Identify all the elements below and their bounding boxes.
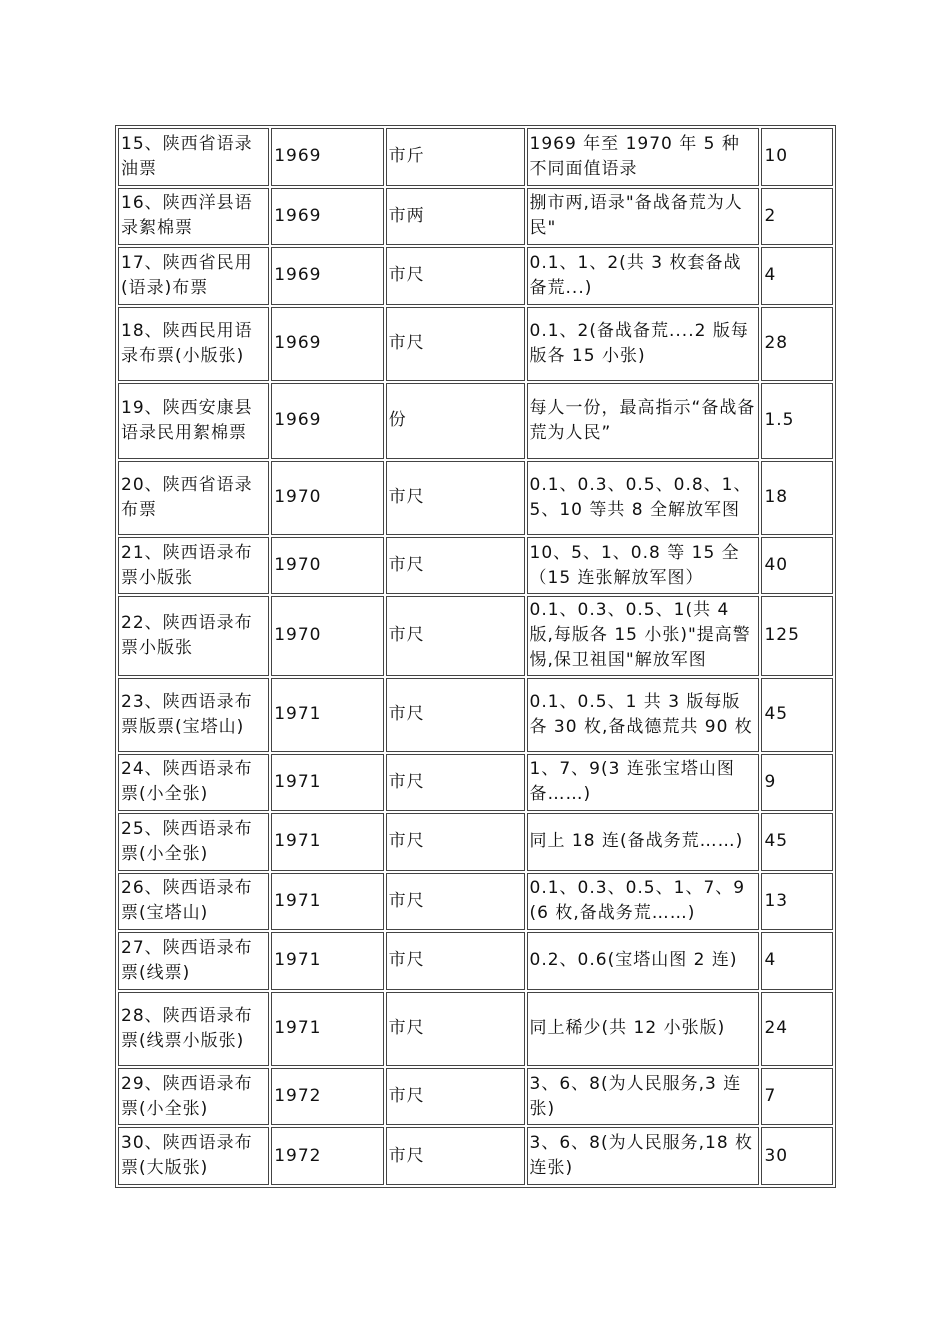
unit-cell: 份 xyxy=(386,383,525,459)
description-cell: 0.1、1、2(共 3 枚套备战备荒...) xyxy=(527,247,760,305)
year-cell: 1970 xyxy=(271,537,383,595)
table-row xyxy=(118,188,833,246)
table-row xyxy=(118,932,833,990)
item-name-cell: 28、陕西语录布票(线票小版张) xyxy=(118,992,269,1066)
price-cell: 30 xyxy=(761,1127,833,1185)
year-cell: 1969 xyxy=(271,128,383,186)
table-row xyxy=(118,678,833,752)
year-cell: 1971 xyxy=(271,813,383,871)
item-name-cell: 23、陕西语录布票版票(宝塔山) xyxy=(118,678,269,752)
table-row xyxy=(118,992,833,1066)
description-cell: 0.1、0.5、1 共 3 版每版各 30 枚,备战德荒共 90 枚 xyxy=(527,678,760,752)
description-cell: 0.1、0.3、0.5、1、7、9(6 枚,备战务荒……) xyxy=(527,873,760,931)
price-cell: 125 xyxy=(761,596,833,675)
unit-cell: 市尺 xyxy=(386,992,525,1066)
price-cell: 4 xyxy=(761,932,833,990)
price-cell: 18 xyxy=(761,461,833,535)
unit-cell: 市尺 xyxy=(386,754,525,812)
description-cell: 10、5、1、0.8 等 15 全（15 连张解放军图） xyxy=(527,537,760,595)
item-name-cell: 15、陕西省语录油票 xyxy=(118,128,269,186)
table-row xyxy=(118,383,833,459)
unit-cell: 市尺 xyxy=(386,461,525,535)
item-name-cell: 27、陕西语录布票(线票) xyxy=(118,932,269,990)
unit-cell: 市尺 xyxy=(386,537,525,595)
description-cell: 同上稀少(共 12 小张版) xyxy=(527,992,760,1066)
year-cell: 1971 xyxy=(271,873,383,931)
item-name-cell: 20、陕西省语录布票 xyxy=(118,461,269,535)
unit-cell: 市尺 xyxy=(386,678,525,752)
description-cell: 0.2、0.6(宝塔山图 2 连) xyxy=(527,932,760,990)
item-name-cell: 17、陕西省民用(语录)布票 xyxy=(118,247,269,305)
description-cell: 1969 年至 1970 年 5 种不同面值语录 xyxy=(527,128,760,186)
year-cell: 1971 xyxy=(271,932,383,990)
table-row xyxy=(118,754,833,812)
table-row xyxy=(118,1127,833,1185)
price-cell: 1.5 xyxy=(761,383,833,459)
description-cell: 3、6、8(为人民服务,3 连张) xyxy=(527,1068,760,1126)
price-cell: 24 xyxy=(761,992,833,1066)
item-name-cell: 22、陕西语录布票小版张 xyxy=(118,596,269,675)
year-cell: 1969 xyxy=(271,307,383,381)
unit-cell: 市斤 xyxy=(386,128,525,186)
description-cell: 0.1、0.3、0.5、0.8、1、5、10 等共 8 全解放军图 xyxy=(527,461,760,535)
year-cell: 1970 xyxy=(271,461,383,535)
price-cell: 40 xyxy=(761,537,833,595)
item-name-cell: 16、陕西洋县语录絮棉票 xyxy=(118,188,269,246)
table-row xyxy=(118,1068,833,1126)
table-row xyxy=(118,247,833,305)
description-cell: 0.1、0.3、0.5、1(共 4 版,每版各 15 小张)"提高警惕,保卫祖国"解放军图 xyxy=(527,596,760,675)
price-cell: 28 xyxy=(761,307,833,381)
description-cell: 同上 18 连(备战务荒……) xyxy=(527,813,760,871)
item-name-cell: 29、陕西语录布票(小全张) xyxy=(118,1068,269,1126)
table-body xyxy=(118,128,833,1185)
item-name-cell: 26、陕西语录布票(宝塔山) xyxy=(118,873,269,931)
unit-cell: 市尺 xyxy=(386,813,525,871)
unit-cell: 市尺 xyxy=(386,307,525,381)
unit-cell: 市尺 xyxy=(386,1127,525,1185)
year-cell: 1972 xyxy=(271,1127,383,1185)
description-cell: 1、7、9(3 连张宝塔山图备……) xyxy=(527,754,760,812)
table-row xyxy=(118,461,833,535)
price-cell: 13 xyxy=(761,873,833,931)
description-cell: 每人一份，最高指示“备战备荒为人民” xyxy=(527,383,760,459)
item-name-cell: 24、陕西语录布票(小全张) xyxy=(118,754,269,812)
price-cell: 10 xyxy=(761,128,833,186)
unit-cell: 市尺 xyxy=(386,932,525,990)
unit-cell: 市尺 xyxy=(386,1068,525,1126)
table-row xyxy=(118,128,833,186)
description-cell: 0.1、2(备战备荒....2 版每版各 15 小张) xyxy=(527,307,760,381)
table-row xyxy=(118,307,833,381)
table-row xyxy=(118,596,833,675)
year-cell: 1971 xyxy=(271,678,383,752)
item-name-cell: 30、陕西语录布票(大版张) xyxy=(118,1127,269,1185)
unit-cell: 市两 xyxy=(386,188,525,246)
description-cell: 捌市两,语录"备战备荒为人民" xyxy=(527,188,760,246)
item-name-cell: 25、陕西语录布票(小全张) xyxy=(118,813,269,871)
price-cell: 4 xyxy=(761,247,833,305)
price-cell: 9 xyxy=(761,754,833,812)
description-cell: 3、6、8(为人民服务,18 枚连张) xyxy=(527,1127,760,1185)
price-cell: 7 xyxy=(761,1068,833,1126)
year-cell: 1972 xyxy=(271,1068,383,1126)
table-row xyxy=(118,813,833,871)
table-row xyxy=(118,873,833,931)
year-cell: 1970 xyxy=(271,596,383,675)
year-cell: 1971 xyxy=(271,754,383,812)
year-cell: 1969 xyxy=(271,188,383,246)
ration-ticket-table xyxy=(115,125,836,1188)
unit-cell: 市尺 xyxy=(386,596,525,675)
item-name-cell: 19、陕西安康县语录民用絮棉票 xyxy=(118,383,269,459)
item-name-cell: 18、陕西民用语录布票(小版张) xyxy=(118,307,269,381)
price-cell: 45 xyxy=(761,813,833,871)
price-cell: 45 xyxy=(761,678,833,752)
ration-ticket-table-wrapper xyxy=(115,125,836,1188)
price-cell: 2 xyxy=(761,188,833,246)
item-name-cell: 21、陕西语录布票小版张 xyxy=(118,537,269,595)
unit-cell: 市尺 xyxy=(386,247,525,305)
year-cell: 1969 xyxy=(271,383,383,459)
unit-cell: 市尺 xyxy=(386,873,525,931)
table-row xyxy=(118,537,833,595)
year-cell: 1969 xyxy=(271,247,383,305)
year-cell: 1971 xyxy=(271,992,383,1066)
